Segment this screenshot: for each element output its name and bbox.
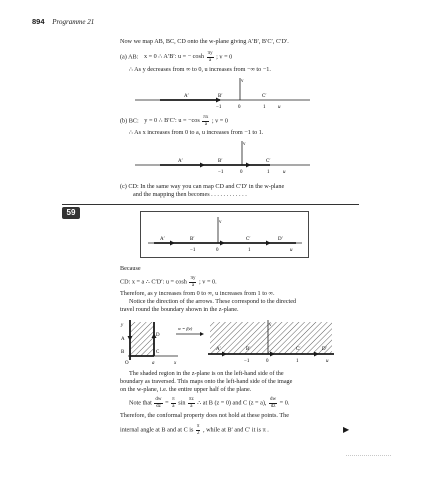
tick-minus-one: −1 [216, 105, 222, 110]
tick-one: 1 [267, 170, 270, 175]
label-d: D′ [278, 237, 283, 242]
next-page-arrow-icon[interactable]: ▶ [343, 425, 350, 434]
footer-divider [346, 455, 391, 458]
label-c: C′ [246, 237, 251, 242]
v-label: v [243, 142, 246, 147]
because-line3: Notice the direction of the arrows. These correspond to the directed [129, 298, 297, 305]
part-a-line2: ∴ As y decreases from ∞ to 0, u increases from −∞ to −1. [129, 66, 271, 73]
label-b: B′ [218, 94, 223, 99]
label-c: C′ [262, 94, 267, 99]
intro-text: Now we map AB, BC, CD onto the w-plane giving A′B′, B′C′, C′D′. [120, 38, 289, 45]
label-a: A′ [184, 94, 189, 99]
part-c-line2: and the mapping then becomes . . . . . . . . . . . . [133, 191, 247, 198]
closing-line1: The shaded region in the z-plane is on the left-hand side of the [129, 370, 284, 377]
because-line1: CD: x = a ∴ C′D′: u = cosh $\frac{\pi y}{a}$ ; v = 0. [120, 276, 217, 288]
tick-minus-one: −1 [190, 248, 196, 253]
w-plane [208, 320, 334, 364]
z-label-b: B [121, 350, 125, 355]
closing-line5: Therefore, the conformal property does not hold at these points. The [120, 412, 289, 419]
z-label-a: A [121, 337, 125, 342]
closing-line3: on the w-plane, i.e. the entire upper half of the plane. [120, 386, 252, 393]
mapping-label: w = f(z) [178, 326, 193, 331]
part-a-line1: (a) AB: x = 0 ∴ A′B′: u = − cosh $\frac{\pi y}{a}$ ; v = 0 [120, 51, 233, 63]
y-label: y [121, 323, 124, 328]
closing-note-line: Note that $\frac{dw}{dz}$ = $\frac{\pi}{a}$ sin $\frac{\pi z}{a}$ ∴ at B (z = 0) and C (z = a), $\frac{dw}{dz}$ = 0. [129, 397, 290, 409]
w-label-d: D′ [322, 347, 327, 352]
mapping-arrow [176, 326, 204, 336]
label-a: A′ [178, 159, 183, 164]
because-heading: Because [120, 265, 141, 272]
label-b: B′ [190, 237, 195, 242]
w-plane-diagram-b [120, 139, 320, 181]
z-plane [120, 320, 178, 366]
tick-one: 1 [248, 248, 251, 253]
u-label: u [290, 248, 293, 253]
u-label: u [283, 170, 286, 175]
answer-diagram-box [140, 211, 310, 259]
tick-zero: 0 [216, 248, 219, 253]
z-label-d: D [156, 333, 160, 338]
tick-zero: 0 [266, 359, 269, 364]
v-label: v [219, 220, 222, 225]
x-label: x [174, 361, 177, 366]
closing-line2: boundary as traversed. This maps onto the left-hand side of the image [120, 378, 293, 385]
page-number: 894 [32, 17, 45, 26]
tick-one: 1 [263, 105, 266, 110]
tick-minus-one: −1 [244, 359, 250, 364]
tick-zero: 0 [238, 105, 241, 110]
label-b: B′ [218, 159, 223, 164]
because-line2: Therefore, as y increases from 0 to ∞, u increases from 1 to ∞. [120, 290, 275, 297]
v-label: v [269, 323, 272, 328]
part-b-line2: ∴ As x increases from 0 to a, u increases from −1 to 1. [129, 129, 264, 136]
w-plane-diagram-a [120, 76, 320, 116]
tick-minus-one: −1 [218, 170, 224, 175]
w-label-c: C′ [296, 347, 301, 352]
part-c-line1: (c) CD: In the same way you can map CD and C′D′ in the w-plane [120, 183, 285, 190]
u-label: u [326, 359, 329, 364]
z-plane-shaded-strip [130, 322, 154, 356]
u-label: u [278, 105, 281, 110]
closing-line6: internal angle at B and at C is $\frac{\pi}{2}$ , while at B′ and C′ it is π . [120, 424, 269, 436]
frame-number-badge: 59 [62, 207, 80, 219]
programme-title: Programme 21 [52, 18, 95, 26]
z-label-c: C [156, 350, 160, 355]
answer-frame [141, 212, 309, 258]
z-label-a-value: a [152, 361, 155, 366]
v-label: v [241, 79, 244, 84]
part-b-line1: (b) BC: y = 0 ∴ B′C′: u = −cos $\frac{\pi x}{a}$ ; v = 0 [120, 115, 228, 127]
w-label-a: A′ [216, 347, 221, 352]
page-header [32, 17, 94, 26]
z-label-origin: O [125, 361, 129, 366]
label-c: C′ [266, 159, 271, 164]
because-line4: travel round the boundary shown in the z-plane. [120, 306, 239, 313]
label-a: A′ [160, 237, 165, 242]
tick-zero: 0 [240, 170, 243, 175]
frame-divider [62, 204, 359, 205]
tick-one: 1 [296, 359, 299, 364]
z-to-w-mapping-diagram [118, 316, 338, 366]
w-label-b: B′ [246, 347, 251, 352]
